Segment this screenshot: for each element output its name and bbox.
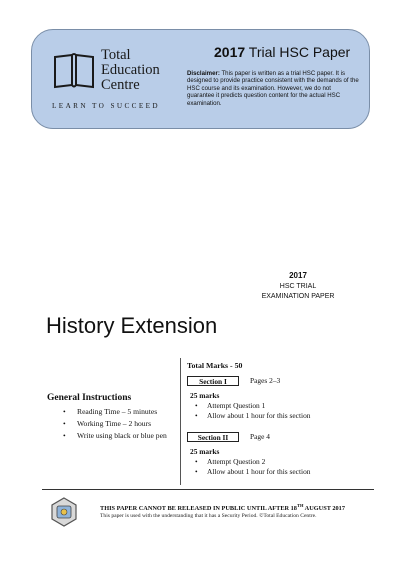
general-instructions-list <box>63 406 167 442</box>
release-notice-suffix: AUGUST 2017 <box>303 505 345 513</box>
section-2-list <box>195 457 310 477</box>
security-seal-icon <box>50 497 78 527</box>
disclaimer-text: This paper is written as a trial HSC paper. It is designed to provide practice consistent with the demands of the HSC course and its examination. However, we do not guarantee it predicts question content for the actual HSC examination. <box>187 70 359 107</box>
section-1-label: Section I <box>187 376 239 386</box>
column-divider <box>180 358 181 485</box>
logo-line-1: Total <box>101 47 131 63</box>
total-marks: Total Marks - 50 <box>187 361 243 370</box>
section-item: • Attempt Question 1 <box>195 401 310 411</box>
section-item: • Attempt Question 2 <box>195 457 310 467</box>
disclaimer <box>187 70 359 107</box>
section-2-pages: Page 4 <box>250 432 270 441</box>
company-logo <box>52 48 192 118</box>
release-notice-sup: TH <box>296 503 304 508</box>
instruction-item: • Write using black or blue pen <box>63 430 167 442</box>
logo-line-3: Centre <box>101 77 140 93</box>
logo-tagline: LEARN TO SUCCEED <box>52 102 161 110</box>
exam-type-line-2: EXAMINATION PAPER <box>261 293 335 300</box>
section-item: • Allow about 1 hour for this section <box>195 411 310 421</box>
header-banner <box>31 29 370 129</box>
instruction-item: • Working Time – 2 hours <box>63 418 167 430</box>
section-1-pages: Pages 2–3 <box>250 376 281 385</box>
exam-year: 2017 <box>289 271 307 280</box>
section-2-label: Section II <box>187 432 239 442</box>
open-book-icon <box>52 51 96 91</box>
general-instructions-title: General Instructions <box>47 393 132 403</box>
instruction-item: • Reading Time – 5 minutes <box>63 406 167 418</box>
security-notice: This paper is used with the understanding that it has a Security Period. ©Total Education Centre. <box>100 513 317 519</box>
logo-wordmark <box>101 48 160 93</box>
release-notice-prefix: THIS PAPER CANNOT BE RELEASED IN PUBLIC UNTIL AFTER 18 <box>100 505 297 513</box>
footer-divider <box>42 489 374 490</box>
paper-title-year: 2017 <box>214 44 246 60</box>
exam-type-line-1: HSC TRIAL <box>279 283 317 290</box>
subject-title: History Extension <box>46 313 218 338</box>
release-notice <box>100 503 345 512</box>
paper-title <box>214 44 350 60</box>
paper-title-text: Trial HSC Paper <box>248 44 351 60</box>
logo-line-2: Education <box>101 62 160 78</box>
disclaimer-label: Disclaimer: <box>187 70 220 77</box>
section-2-marks: 25 marks <box>190 447 220 456</box>
section-1-list <box>195 401 310 421</box>
section-item: • Allow about 1 hour for this section <box>195 467 310 477</box>
section-1-marks: 25 marks <box>190 391 220 400</box>
